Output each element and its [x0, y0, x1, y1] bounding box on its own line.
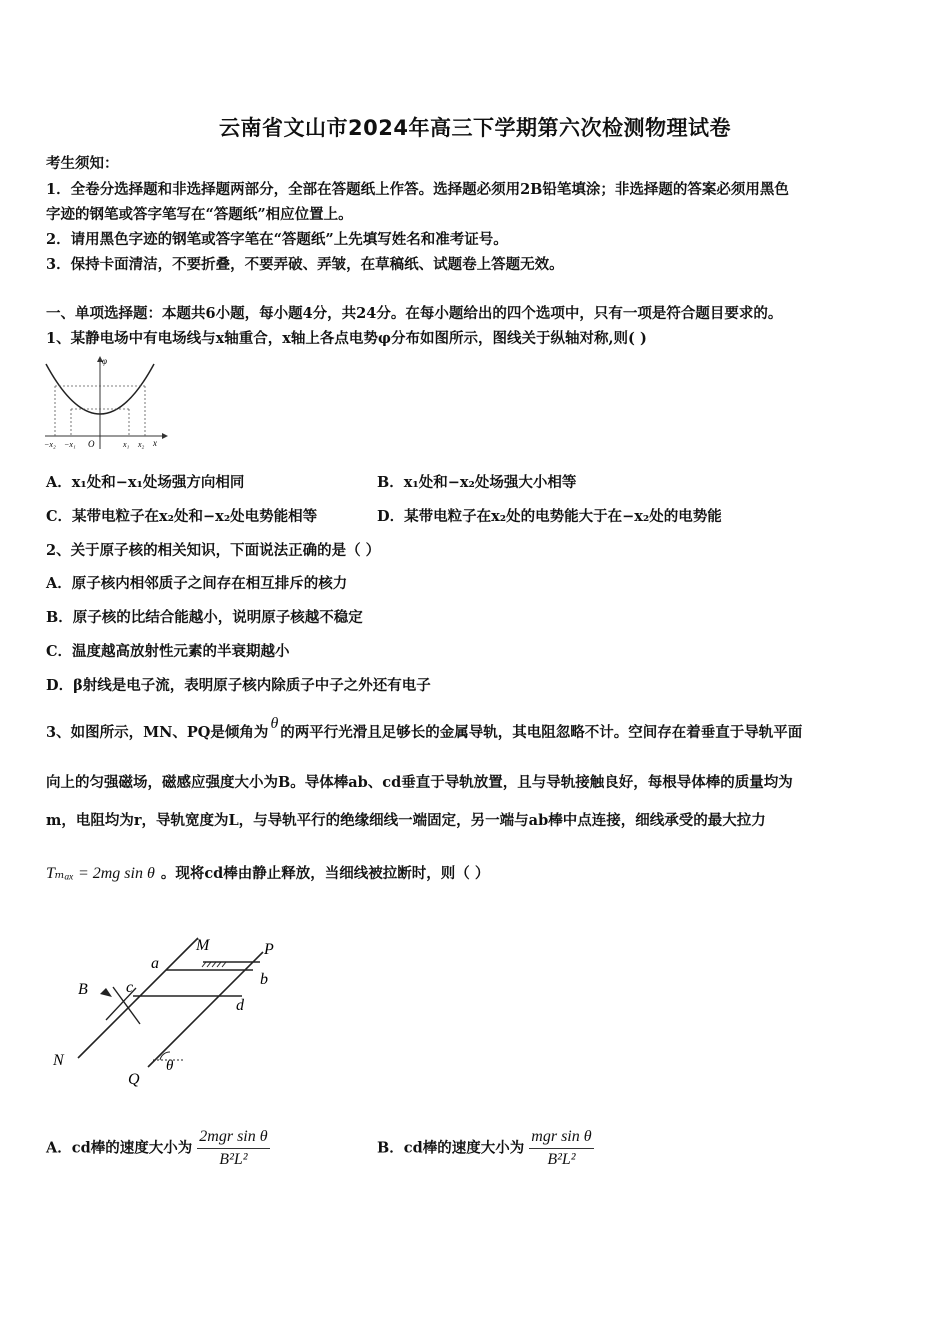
- label-a: a: [151, 955, 159, 972]
- q3-option-a-text: A．cd棒的速度大小为: [46, 1139, 193, 1157]
- q3-option-b-numerator: mgr sin θ: [529, 1128, 593, 1149]
- q3-option-a[interactable]: [46, 1128, 270, 1169]
- q3-stem-line1: [46, 715, 803, 742]
- q3-stem-line3: m，电阻均为r，导轨宽度为L，与导轨平行的绝缘细线一端固定，另一端与ab棒中点连接，细线承受的最大拉力: [46, 812, 766, 829]
- q2-option-c[interactable]: C．温度越高放射性元素的半衰期越小: [46, 643, 290, 660]
- notice-item-2: 2．请用黑色字迹的钢笔或答字笔在“答题纸”上先填写姓名和准考证号。: [46, 231, 508, 248]
- label-x: x: [153, 438, 157, 448]
- q3-option-b-denominator: B²L²: [547, 1151, 576, 1168]
- q3-option-b[interactable]: [377, 1128, 594, 1169]
- q1-stem: 1、某静电场中有电场线与x轴重合，x轴上各点电势φ分布如图所示，图线关于纵轴对称,则( ): [46, 330, 647, 347]
- rail-mn: [78, 938, 198, 1058]
- x-axis-arrow: [162, 433, 168, 439]
- label-Q: Q: [128, 1071, 140, 1088]
- q2-option-d[interactable]: D．β射线是电子流，表明原子核内除质子中子之外还有电子: [46, 677, 431, 694]
- label-origin: O: [88, 439, 95, 449]
- label-neg-x2: −x₂: [44, 440, 56, 449]
- notice-heading: 考生须知：: [46, 155, 119, 172]
- label-d: d: [236, 997, 244, 1014]
- q3-option-a-denominator: B²L²: [219, 1151, 248, 1168]
- q3-stem-a2: 的两平行光滑且足够长的金属导轨，其电阻忽略不计。空间存在着垂直于导轨平面: [280, 724, 803, 741]
- q3-theta: θ: [270, 715, 279, 732]
- q1-option-a[interactable]: A．x₁处和−x₁处场强方向相同: [46, 474, 245, 491]
- q1-option-d[interactable]: D．某带电粒子在x₂处的电势能大于在−x₂处的电势能: [377, 508, 722, 525]
- label-N: N: [53, 1052, 64, 1069]
- q3-option-a-numerator: 2mgr sin θ: [197, 1128, 269, 1149]
- notice-item-1a: 1．全卷分选择题和非选择题两部分，全部在答题纸上作答。选择题必须用2B铅笔填涂；非选择题的答案必须用黑色: [46, 181, 789, 198]
- label-x1: x₁: [123, 440, 130, 449]
- label-theta: θ: [166, 1058, 174, 1074]
- label-x2: x₂: [138, 440, 145, 449]
- label-c: c: [126, 979, 134, 996]
- q3-formula-tmax: Tₘₐₓ = 2mg sin θ: [46, 865, 155, 882]
- q3-stem-d: 。现将cd棒由静止释放，当细线被拉断时，则（ ）: [160, 865, 490, 882]
- label-phi: φ: [102, 356, 107, 366]
- q3-rails-figure: [48, 930, 298, 1095]
- section-heading: 一、单项选择题：本题共6小题，每小题4分，共24分。在每小题给出的四个选项中，只有一项是符合题目要求的。: [46, 305, 783, 322]
- label-M: M: [196, 937, 210, 954]
- q3-option-b-text: B．cd棒的速度大小为: [377, 1139, 525, 1157]
- q1-option-b[interactable]: B．x₁处和−x₂处场强大小相等: [377, 474, 577, 491]
- exam-title: 云南省文山市2024年高三下学期第六次检测物理试卷: [219, 116, 731, 140]
- q2-option-b[interactable]: B．原子核的比结合能越小，说明原子核越不稳定: [46, 609, 363, 626]
- q3-option-b-fraction: [529, 1128, 593, 1169]
- notice-item-1b: 字迹的钢笔或答字笔写在“答题纸”相应位置上。: [46, 206, 353, 223]
- q3-option-a-fraction: [197, 1128, 269, 1169]
- q3-stem-line2: 向上的匀强磁场，磁感应强度大小为B。导体棒ab、cd垂直于导轨放置，且与导轨接触良好，每根导体棒的质量均为: [46, 774, 793, 791]
- notice-item-3: 3．保持卡面清洁，不要折叠，不要弄破、弄皱，在草稿纸、试题卷上答题无效。: [46, 256, 564, 273]
- q1-option-c[interactable]: C．某带电粒子在x₂处和−x₂处电势能相等: [46, 508, 318, 525]
- q2-option-a[interactable]: A．原子核内相邻质子之间存在相互排斥的核力: [46, 575, 348, 592]
- q3-stem-line4: [46, 862, 489, 883]
- q2-stem: 2、关于原子核的相关知识，下面说法正确的是（ ）: [46, 542, 381, 559]
- label-P: P: [264, 941, 274, 958]
- label-B: B: [78, 981, 88, 998]
- q3-stem-a1: 3、如图所示，MN、PQ是倾角为: [46, 724, 269, 741]
- label-b: b: [260, 971, 268, 988]
- q1-potential-figure: [40, 354, 170, 454]
- label-neg-x1: −x₁: [64, 440, 76, 449]
